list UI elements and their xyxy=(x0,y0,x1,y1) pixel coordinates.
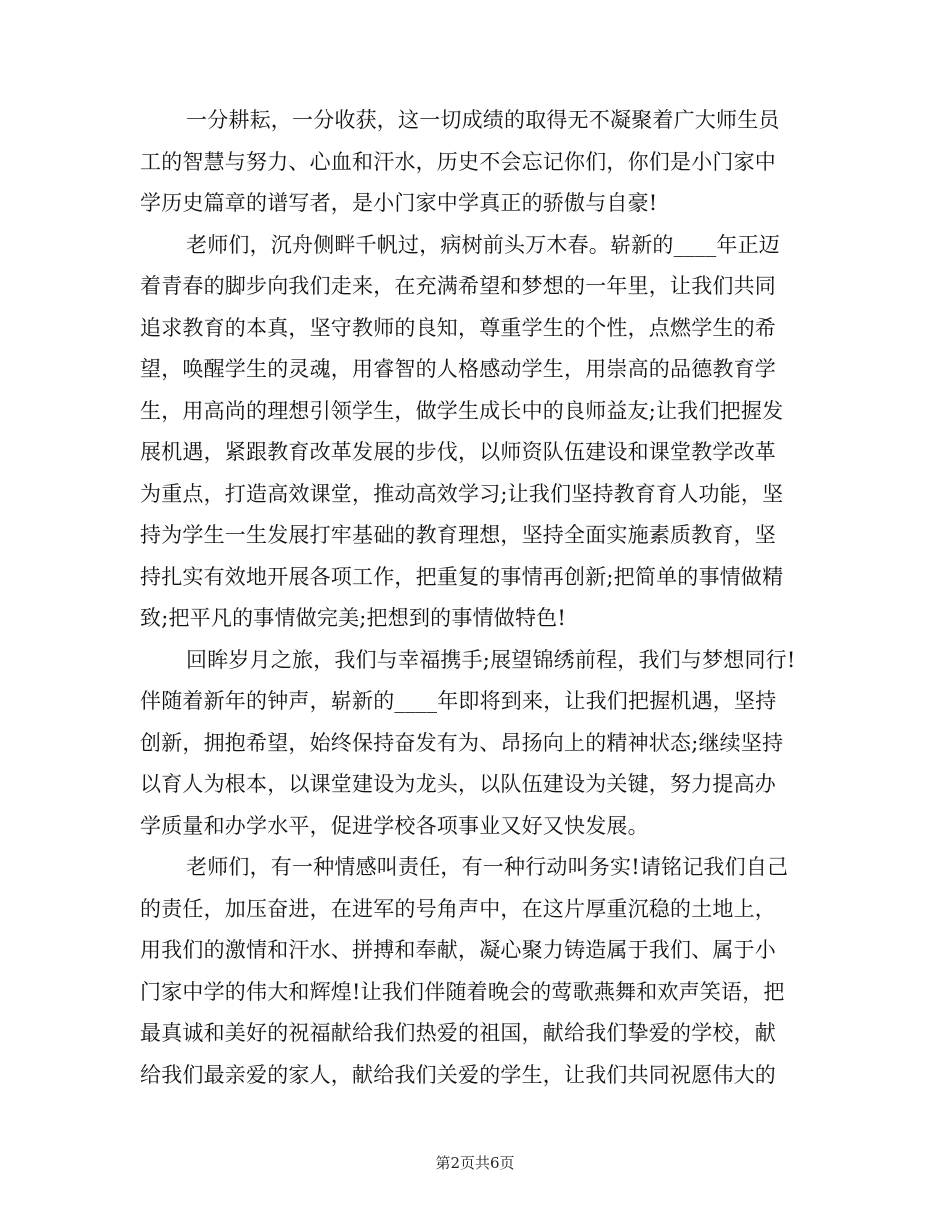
paragraph-1 xyxy=(140,100,830,225)
paragraph-3 xyxy=(140,640,830,848)
text-line: 致;把平凡的事情做完美;把想到的事情做特色! xyxy=(140,606,566,630)
text-line: 门家中学的伟大和辉煌!让我们伴随着晚会的莺歌燕舞和欢声笑语，把 xyxy=(140,979,785,1004)
text-line: 一分耕耘，一分收获，这一切成绩的取得无不凝聚着广大师生员 xyxy=(186,108,780,132)
text-line: 为重点，打造高效课堂，推动高效学习;让我们坚持教育育人功能，坚 xyxy=(140,481,784,506)
document-body xyxy=(140,100,830,1096)
text-line: 学质量和办学水平，促进学校各项事业又好又快发展。 xyxy=(140,813,649,838)
text-line: 给我们最亲爱的家人，献给我们关爱的学生，让我们共同祝愿伟大的 xyxy=(140,1062,776,1087)
text-line: 生，用高尚的理想引领学生，做学生成长中的良师益友;让我们把握发 xyxy=(140,398,784,423)
text-line: 着青春的脚步向我们走来，在充满希望和梦想的一年里，让我们共同 xyxy=(140,274,776,298)
text-line: 持为学生一生发展打牢基础的教育理想，坚持全面实施素质教育，坚 xyxy=(140,523,776,547)
text-line: 持扎实有效地开展各项工作，把重复的事情再创新;把简单的事情做精 xyxy=(140,564,784,589)
text-line: 回眸岁月之旅，我们与幸福携手;展望锦绣前程，我们与梦想同行! xyxy=(186,647,796,672)
text-line: 的责任，加压奋进，在进军的号角声中，在这片厚重沉稳的土地上， xyxy=(140,896,776,921)
paragraph-4 xyxy=(140,847,830,1096)
text-line: 望，唤醒学生的灵魂，用睿智的人格感动学生，用崇高的品德教育学 xyxy=(140,357,776,381)
paragraph-2 xyxy=(140,225,830,640)
text-line: 最真诚和美好的祝福献给我们热爱的祖国，献给我们挚爱的学校，献 xyxy=(140,1021,776,1045)
text-line: 老师们，有一种情感叫责任，有一种行动叫务实!请铭记我们自己 xyxy=(186,855,789,879)
text-line: 以育人为根本，以课堂建设为龙头，以队伍建设为关键，努力提高办 xyxy=(140,772,776,796)
text-line: 创新，拥抱希望，始终保持奋发有为、昂扬向上的精神状态;继续坚持 xyxy=(140,730,784,755)
page-number-footer: 第2页共6页 xyxy=(435,1154,515,1172)
text-line: 老师们，沉舟侧畔千帆过，病树前头万木春。崭新的____年正迈 xyxy=(186,232,780,257)
text-line: 展机遇，紧跟教育改革发展的步伐，以师资队伍建设和课堂教学改革 xyxy=(140,440,776,464)
text-line: 追求教育的本真，坚守教师的良知，尊重学生的个性，点燃学生的希 xyxy=(140,315,776,340)
text-line: 工的智慧与努力、心血和汗水，历史不会忘记你们，你们是小门家中 xyxy=(140,149,776,174)
text-line: 伴随着新年的钟声，崭新的____年即将到来，让我们把握机遇，坚持 xyxy=(140,689,777,713)
text-line: 用我们的激情和汗水、拼搏和奉献，凝心聚力铸造属于我们、属于小 xyxy=(140,938,776,962)
text-line: 学历史篇章的谱写者，是小门家中学真正的骄傲与自豪! xyxy=(140,191,658,215)
